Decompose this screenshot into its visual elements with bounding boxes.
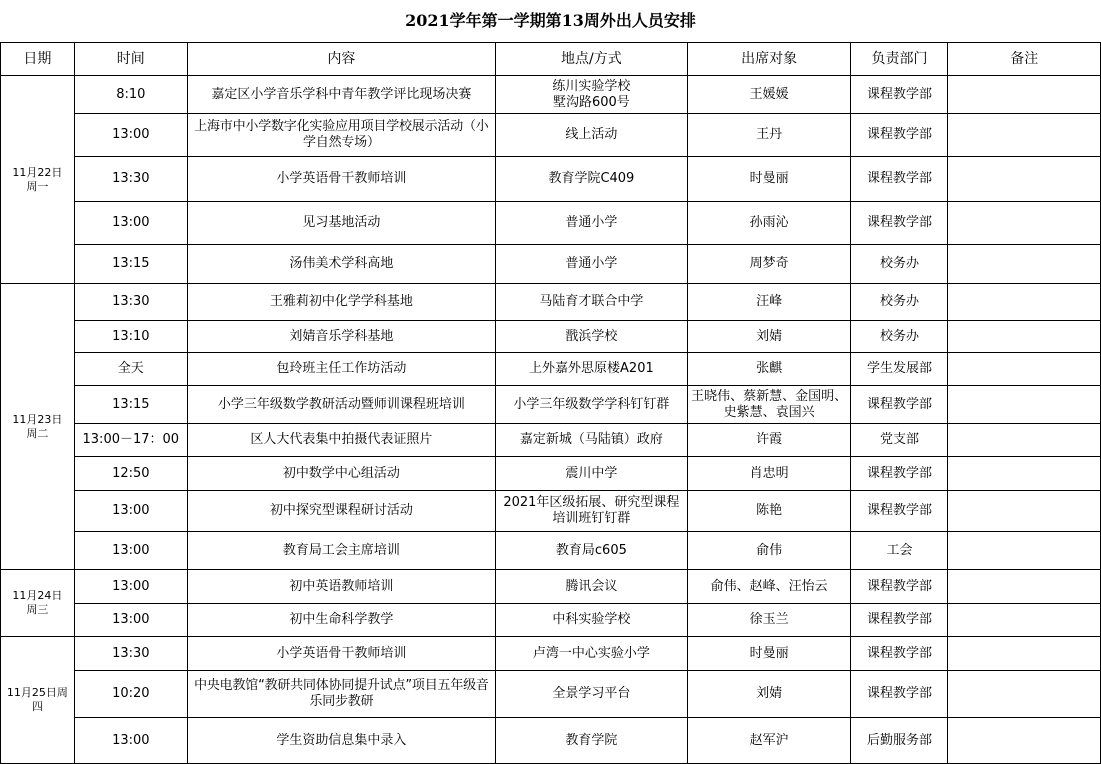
- attendee-cell: 王媛媛: [687, 76, 851, 114]
- weekday-line: 周二: [26, 426, 49, 440]
- content-cell: 见习基地活动: [187, 202, 495, 245]
- table-row: [1, 532, 1101, 570]
- header-time: 时间: [74, 43, 187, 76]
- attendee-cell: 徐玉兰: [687, 604, 851, 637]
- content-cell: 嘉定区小学音乐学科中青年教学评比现场决赛: [187, 76, 495, 114]
- content-cell: 王雅莉初中化学学科基地: [187, 284, 495, 321]
- dept-cell: 课程教学部: [851, 570, 948, 604]
- date-cell: [1, 76, 75, 284]
- header-location: 地点/方式: [495, 43, 687, 76]
- location-cell: 腾讯会议: [495, 570, 687, 604]
- date-cell: [1, 570, 75, 637]
- attendee-cell: 周梦奇: [687, 245, 851, 284]
- weekday-line: 周三: [26, 603, 49, 616]
- attendee-cell: 刘婧: [687, 321, 851, 353]
- dept-cell: 课程教学部: [851, 114, 948, 157]
- note-cell: [948, 114, 1101, 157]
- content-cell: 初中探究型课程研讨活动: [187, 491, 495, 532]
- note-cell: [948, 532, 1101, 570]
- location-cell: 全景学习平台: [495, 671, 687, 718]
- content-cell: 包玲班主任工作坊活动: [187, 353, 495, 386]
- dept-cell: 课程教学部: [851, 637, 948, 671]
- note-cell: [948, 491, 1101, 532]
- table-row: [1, 245, 1101, 284]
- dept-cell: 课程教学部: [851, 671, 948, 718]
- schedule-body: [1, 76, 1101, 764]
- location-cell: 卢湾一中心实验小学: [495, 637, 687, 671]
- table-row: [1, 202, 1101, 245]
- dept-cell: 课程教学部: [851, 604, 948, 637]
- location-cell: 戬浜学校: [495, 321, 687, 353]
- dept-cell: 工会: [851, 532, 948, 570]
- attendee-cell: 王丹: [687, 114, 851, 157]
- content-cell: 初中英语教师培训: [187, 570, 495, 604]
- header-date: 日期: [1, 43, 75, 76]
- location-cell: 小学三年级数学学科钉钉群: [495, 386, 687, 424]
- note-cell: [948, 424, 1101, 457]
- time-cell: 13:30: [74, 284, 187, 321]
- attendee-cell: 汪峰: [687, 284, 851, 321]
- table-row: [1, 718, 1101, 764]
- content-cell: 教育局工会主席培训: [187, 532, 495, 570]
- content-cell: 学生资助信息集中录入: [187, 718, 495, 764]
- dept-cell: 课程教学部: [851, 76, 948, 114]
- content-cell: 汤伟美术学科高地: [187, 245, 495, 284]
- note-cell: [948, 353, 1101, 386]
- location-cell: 教育局c605: [495, 532, 687, 570]
- attendee-cell: 许霞: [687, 424, 851, 457]
- note-cell: [948, 202, 1101, 245]
- table-row: [1, 491, 1101, 532]
- location-cell: 震川中学: [495, 457, 687, 491]
- table-row: [1, 284, 1101, 321]
- time-cell: 13:30: [74, 157, 187, 202]
- attendee-cell: 王晓伟、蔡新慧、金国明、史紫慧、袁国兴: [687, 386, 851, 424]
- time-cell: 13:15: [74, 245, 187, 284]
- attendee-cell: 张麒: [687, 353, 851, 386]
- attendee-cell: 时曼丽: [687, 157, 851, 202]
- table-row: [1, 424, 1101, 457]
- time-cell: 13:00: [74, 491, 187, 532]
- note-cell: [948, 604, 1101, 637]
- note-cell: [948, 386, 1101, 424]
- dept-cell: 课程教学部: [851, 457, 948, 491]
- location-cell: 教育学院C409: [495, 157, 687, 202]
- table-row: [1, 157, 1101, 202]
- time-cell: 10:20: [74, 671, 187, 718]
- time-cell: 13:10: [74, 321, 187, 353]
- time-cell: 全天: [74, 353, 187, 386]
- dept-cell: 党支部: [851, 424, 948, 457]
- header-content: 内容: [187, 43, 495, 76]
- header-row: [1, 43, 1101, 76]
- date-line: 11月24日: [12, 589, 63, 602]
- content-cell: 刘婧音乐学科基地: [187, 321, 495, 353]
- location-cell: 马陆育才联合中学: [495, 284, 687, 321]
- table-row: [1, 457, 1101, 491]
- table-row: [1, 637, 1101, 671]
- note-cell: [948, 637, 1101, 671]
- dept-cell: 课程教学部: [851, 491, 948, 532]
- table-row: [1, 114, 1101, 157]
- attendee-cell: 孙雨沁: [687, 202, 851, 245]
- dept-cell: 后勤服务部: [851, 718, 948, 764]
- location-cell: 练川实验学校 墅沟路600号: [495, 76, 687, 114]
- table-row: [1, 321, 1101, 353]
- dept-cell: 校务办: [851, 321, 948, 353]
- time-cell: 13:00: [74, 532, 187, 570]
- content-cell: 小学英语骨干教师培训: [187, 157, 495, 202]
- attendee-cell: 俞伟: [687, 532, 851, 570]
- location-cell: 2021年区级拓展、研究型课程培训班钉钉群: [495, 491, 687, 532]
- time-cell: 13:00: [74, 570, 187, 604]
- content-cell: 小学英语骨干教师培训: [187, 637, 495, 671]
- note-cell: [948, 76, 1101, 114]
- table-row: [1, 570, 1101, 604]
- content-cell: 初中生命科学教学: [187, 604, 495, 637]
- time-cell: 13:00: [74, 114, 187, 157]
- location-cell: 嘉定新城（马陆镇）政府: [495, 424, 687, 457]
- attendee-cell: 肖忠明: [687, 457, 851, 491]
- table-row: [1, 353, 1101, 386]
- dept-cell: 课程教学部: [851, 157, 948, 202]
- dept-cell: 学生发展部: [851, 353, 948, 386]
- time-cell: 13:00: [74, 604, 187, 637]
- attendee-cell: 赵军沪: [687, 718, 851, 764]
- location-cell: 中科实验学校: [495, 604, 687, 637]
- note-cell: [948, 157, 1101, 202]
- location-cell: 线上活动: [495, 114, 687, 157]
- location-cell: 教育学院: [495, 718, 687, 764]
- time-cell: 8:10: [74, 76, 187, 114]
- table-row: [1, 386, 1101, 424]
- attendee-cell: 俞伟、赵峰、汪怡云: [687, 570, 851, 604]
- dept-cell: 课程教学部: [851, 386, 948, 424]
- date-cell: [1, 637, 75, 764]
- header-attendee: 出席对象: [687, 43, 851, 76]
- time-cell: 13:30: [74, 637, 187, 671]
- content-cell: 小学三年级数学教研活动暨师训课程班培训: [187, 386, 495, 424]
- table-row: [1, 604, 1101, 637]
- date-line: 11月23日: [12, 412, 63, 426]
- content-cell: 中央电教馆“教研共同体协同提升试点”项目五年级音乐同步教研: [187, 671, 495, 718]
- weekday-line: 四: [31, 700, 43, 713]
- note-cell: [948, 284, 1101, 321]
- header-dept: 负责部门: [851, 43, 948, 76]
- note-cell: [948, 245, 1101, 284]
- date-cell: [1, 284, 75, 570]
- date-line: 11月22日: [12, 165, 63, 179]
- time-cell: 13:15: [74, 386, 187, 424]
- location-cell: 普通小学: [495, 245, 687, 284]
- note-cell: [948, 718, 1101, 764]
- content-cell: 区人大代表集中拍摄代表证照片: [187, 424, 495, 457]
- location-cell: 上外嘉外思原楼A201: [495, 353, 687, 386]
- dept-cell: 课程教学部: [851, 202, 948, 245]
- header-note: 备注: [948, 43, 1101, 76]
- attendee-cell: 刘婧: [687, 671, 851, 718]
- location-cell: 普通小学: [495, 202, 687, 245]
- content-cell: 初中数学中心组活动: [187, 457, 495, 491]
- table-row: [1, 76, 1101, 114]
- weekday-line: 周一: [26, 179, 49, 193]
- content-cell: 上海市中小学数字化实验应用项目学校展示活动（小学自然专场）: [187, 114, 495, 157]
- attendee-cell: 时曼丽: [687, 637, 851, 671]
- note-cell: [948, 671, 1101, 718]
- time-cell: 12:50: [74, 457, 187, 491]
- note-cell: [948, 457, 1101, 491]
- note-cell: [948, 321, 1101, 353]
- note-cell: [948, 570, 1101, 604]
- schedule-table: [0, 42, 1101, 764]
- dept-cell: 校务办: [851, 284, 948, 321]
- time-cell: 13:00－17：00: [74, 424, 187, 457]
- table-row: [1, 671, 1101, 718]
- attendee-cell: 陈艳: [687, 491, 851, 532]
- page-title: 2021学年第一学期第13周外出人员安排: [405, 11, 696, 30]
- time-cell: 13:00: [74, 718, 187, 764]
- time-cell: 13:00: [74, 202, 187, 245]
- dept-cell: 校务办: [851, 245, 948, 284]
- date-line: 11月25日周: [6, 686, 68, 699]
